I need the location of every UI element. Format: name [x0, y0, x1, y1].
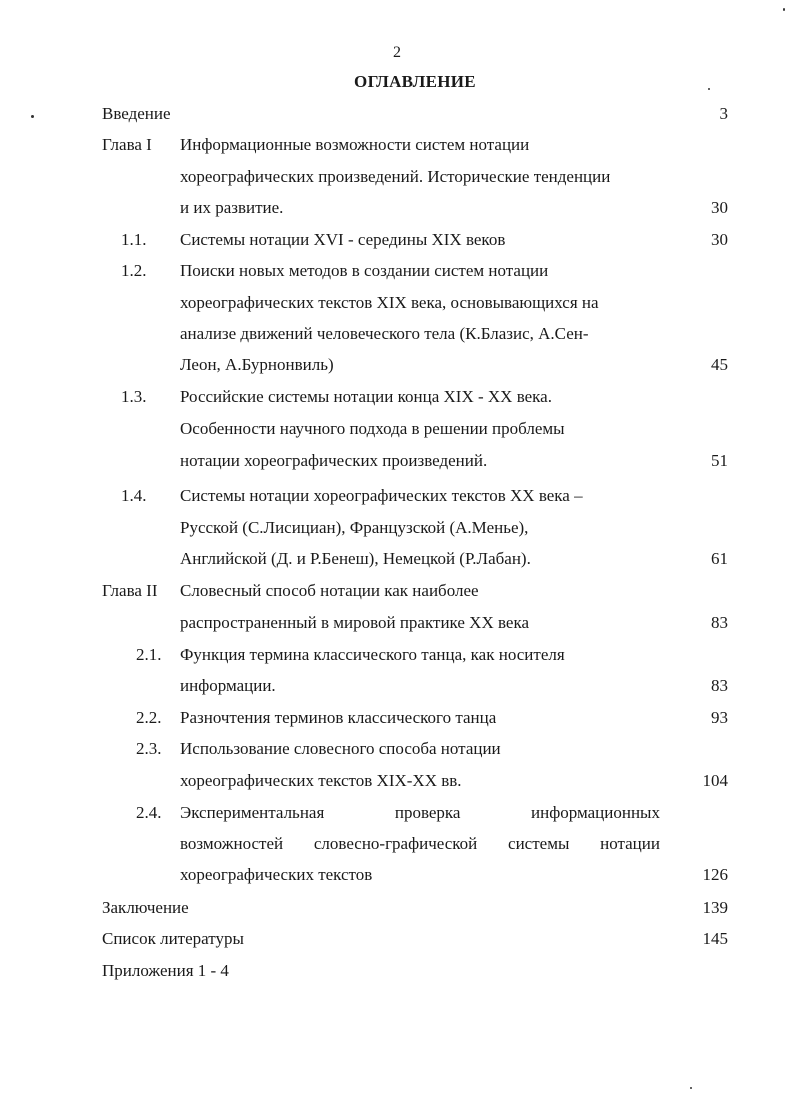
toc-entry-introduction: [0, 101, 794, 127]
toc-entry-chapter-1: [0, 132, 794, 158]
toc-entry-label: 1.4.: [121, 486, 147, 505]
toc-entry-line: Поиски новых методов в создании систем нотации: [180, 261, 549, 280]
toc-page-number: 30: [711, 198, 728, 217]
toc-entry-label: 1.1.: [121, 230, 147, 249]
toc-entry-label: Глава II: [102, 581, 158, 600]
toc-page-number: 139: [702, 898, 728, 917]
toc-page-number: 3: [719, 104, 728, 123]
toc-entry-line: Особенности научного подхода в решении проблемы: [180, 419, 565, 438]
toc-entry-line: нотации хореографических произведений.: [180, 451, 488, 470]
toc-word: проверка: [394, 803, 461, 822]
toc-entry-1-2-cont: [0, 290, 794, 316]
toc-entry-text: Приложения 1 - 4: [102, 961, 229, 980]
toc-entry-line: информации.: [180, 676, 276, 695]
toc-entry-line: Российские системы нотации конца XIX - XX века.: [180, 387, 552, 406]
toc-entry-1-3-cont: [0, 448, 794, 474]
toc-page-number: 45: [711, 355, 728, 374]
toc-page-number: 83: [711, 613, 728, 632]
toc-word: информационных: [531, 803, 660, 822]
toc-entry-line: Использование словесного способа нотации: [180, 739, 501, 758]
toc-entry-line: анализе движений человеческого тела (К.Блазис, А.Сен-: [180, 324, 589, 343]
toc-entry-line: хореографических текстов XIX века, основывающихся на: [180, 293, 599, 312]
toc-entry-1-1: [0, 227, 794, 253]
toc-entry-line: [180, 831, 660, 857]
toc-entry-2-4-cont: [0, 831, 794, 857]
toc-page-number: 83: [711, 676, 728, 695]
toc-entry-text: Введение: [102, 104, 171, 123]
toc-entry-1-4-cont: [0, 515, 794, 541]
toc-entry-line: Русской (С.Лисициан), Французской (А.Менье),: [180, 518, 529, 537]
toc-entry-line: Системы нотации XVI - середины XIX веков: [180, 230, 506, 249]
toc-entry-1-3: [0, 384, 794, 410]
toc-entry-line: и их развитие.: [180, 198, 284, 217]
toc-entry-line: Словесный способ нотации как наиболее: [180, 581, 479, 600]
toc-entry-chapter-2-cont: [0, 610, 794, 636]
toc-entry-chapter-1-cont: [0, 164, 794, 190]
toc-word: системы: [508, 834, 570, 853]
toc-word: Экспериментальная: [180, 803, 325, 822]
toc-entry-line: [180, 800, 660, 826]
toc-entry-line: распространенный в мировой практике XX века: [180, 613, 529, 632]
scan-speck: [690, 1087, 692, 1089]
toc-entry-line: Леон, А.Бурнонвиль): [180, 355, 334, 374]
toc-entry-line: Функция термина классического танца, как носителя: [180, 645, 565, 664]
toc-word: словесно-графической: [313, 834, 478, 853]
toc-entry-label: 2.4.: [136, 803, 162, 822]
scan-speck: [783, 8, 785, 11]
toc-entry-1-4-cont: [0, 546, 794, 572]
toc-page-number: 51: [711, 451, 728, 470]
toc-entry-label: 1.2.: [121, 261, 147, 280]
toc-entry-2-1: [0, 642, 794, 668]
toc-entry-line: Английской (Д. и Р.Бенеш), Немецкой (Р.Лабан).: [180, 549, 531, 568]
toc-entry-2-3: [0, 736, 794, 762]
toc-entry-text: Список литературы: [102, 929, 244, 948]
toc-word: нотации: [600, 834, 660, 853]
toc-page-number: 93: [711, 708, 728, 727]
toc-entry-2-4: [0, 800, 794, 826]
toc-entry-line: Разночтения терминов классического танца: [180, 708, 497, 727]
toc-entry-1-2-cont: [0, 321, 794, 347]
toc-entry-1-4: [0, 483, 794, 509]
toc-entry-line: Системы нотации хореографических текстов XX века –: [180, 486, 583, 505]
toc-entry-text: Заключение: [102, 898, 189, 917]
toc-entry-label: 2.3.: [136, 739, 162, 758]
toc-entry-chapter-2: [0, 578, 794, 604]
toc-entry-label: 2.2.: [136, 708, 162, 727]
toc-entry-chapter-1-cont: [0, 195, 794, 221]
toc-page-number: 61: [711, 549, 728, 568]
toc-entry-label: 2.1.: [136, 645, 162, 664]
toc-entry-1-2-cont: [0, 352, 794, 378]
scan-speck: [708, 88, 710, 90]
toc-entry-line: хореографических произведений. Исторические тенденции: [180, 167, 611, 186]
toc-entry-label: 1.3.: [121, 387, 147, 406]
toc-page-number: 30: [711, 230, 728, 249]
toc-entry-line: хореографических текстов: [180, 865, 373, 884]
toc-entry-line: хореографических текстов XIX-XX вв.: [180, 771, 462, 790]
toc-title: ОГЛАВЛЕНИЕ: [354, 72, 476, 91]
toc-page-number: 126: [702, 865, 728, 884]
scan-speck: [31, 115, 34, 118]
toc-page-number: 104: [702, 771, 728, 790]
toc-entry-line: Информационные возможности систем нотации: [180, 135, 530, 154]
toc-entry-2-1-cont: [0, 673, 794, 699]
toc-entry-2-4-cont: [0, 862, 794, 888]
toc-entry-1-3-cont: [0, 416, 794, 442]
toc-entry-label: Глава I: [102, 135, 152, 154]
toc-entry-conclusion: [0, 895, 794, 921]
toc-entry-bibliography: [0, 926, 794, 952]
toc-entry-appendices: [0, 958, 794, 984]
toc-entry-1-2: [0, 258, 794, 284]
toc-entry-2-2: [0, 705, 794, 731]
toc-entry-2-3-cont: [0, 768, 794, 794]
toc-page-number: 145: [702, 929, 728, 948]
toc-word: возможностей: [180, 834, 284, 853]
page-number: 2: [393, 44, 401, 61]
